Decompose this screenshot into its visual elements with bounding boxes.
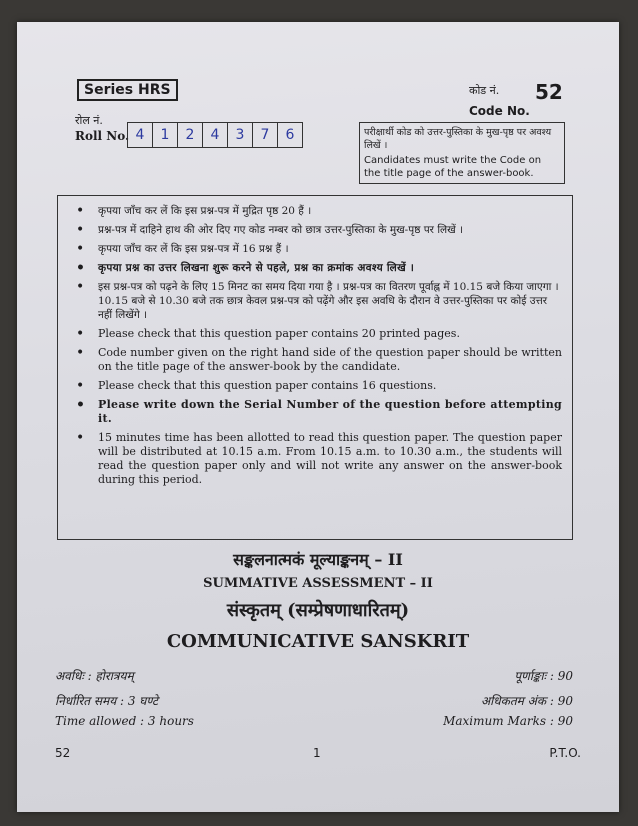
- instructions-list: [72, 204, 562, 487]
- code-label: Code No.: [469, 104, 530, 118]
- code-note-box: [359, 122, 565, 184]
- duration-hindi: अवधिः : होरात्रयम्: [55, 669, 134, 683]
- roll-digit: 4: [128, 123, 153, 147]
- instruction-hindi: • कृपया जाँच कर लें कि इस प्रश्न-पत्र में मुद्रित पृष्ठ 20 हैं ।: [72, 204, 562, 218]
- roll-label: Roll No.: [75, 129, 130, 143]
- instruction-hindi: • प्रश्न-पत्र में दाहिने हाथ की ओर दिए गए कोड नम्बर को छात्र उत्तर-पुस्तिका के मुख-पृष्ठ पर लिखें ।: [72, 223, 562, 237]
- instruction-english: • Please write down the Serial Number of the question before attempting it.: [72, 398, 562, 426]
- page-number: 1: [313, 746, 321, 760]
- code-label-hindi: कोड नं.: [469, 84, 500, 97]
- instruction-english: • Please check that this question paper contains 20 printed pages.: [72, 327, 562, 341]
- roll-digit: 7: [253, 123, 278, 147]
- subject-title-hindi: संस्कृतम् (सम्प्रेषणाधारितम्): [226, 600, 410, 621]
- series-label: Series HRS: [77, 79, 178, 101]
- roll-label-hindi: रोल नं.: [75, 114, 103, 127]
- exam-paper-page: [17, 22, 619, 812]
- time-allowed: Time allowed : 3 hours: [55, 714, 194, 728]
- code-note-english: Candidates must write the Code on the title page of the answer-book.: [364, 155, 542, 179]
- footer-code: 52: [55, 746, 71, 760]
- instruction-english: • Please check that this question paper contains 16 questions.: [72, 379, 562, 393]
- roll-digit: 3: [228, 123, 253, 147]
- assessment-title-hindi: सङ्कलनात्मकं मूल्याङ्कनम् – II: [233, 550, 403, 569]
- pto-label: P.T.O.: [549, 746, 581, 760]
- roll-digit: 2: [178, 123, 203, 147]
- roll-number-boxes: [127, 122, 303, 148]
- code-note-hindi: परीक्षार्थी कोड को उत्तर-पुस्तिका के मुख-पृष्ठ पर अवश्य लिखें ।: [364, 127, 552, 151]
- instructions-box: [57, 195, 573, 540]
- code-number: 52: [535, 80, 563, 104]
- assessment-title: SUMMATIVE ASSESSMENT – II: [203, 576, 433, 591]
- instruction-hindi: • कृपया जाँच कर लें कि इस प्रश्न-पत्र में 16 प्रश्न हैं ।: [72, 242, 562, 256]
- maximum-marks: Maximum Marks : 90: [443, 714, 573, 728]
- instruction-english: • 15 minutes time has been allotted to read this question paper. The question paper will be distributed at 10.15 a.m. From 10.15 a.m. to 10.30 a.m., the students will read the question paper only and will not write any answer on the answer-book during this period.: [72, 431, 562, 487]
- max-marks-hindi: अधिकतम अंक : 90: [480, 694, 573, 708]
- max-marks-sanskrit: पूर्णाङ्काः : 90: [514, 669, 573, 683]
- roll-digit: 4: [203, 123, 228, 147]
- roll-digit: 1: [153, 123, 178, 147]
- time-hindi: निर्धारित समय : 3 घण्टे: [55, 694, 159, 708]
- instruction-hindi: • कृपया प्रश्न का उत्तर लिखना शुरू करने से पहले, प्रश्न का क्रमांक अवश्य लिखें ।: [72, 261, 562, 275]
- instruction-hindi: • इस प्रश्न-पत्र को पढ़ने के लिए 15 मिनट का समय दिया गया है । प्रश्न-पत्र का वितरण पूर्वाह्न में 10.15 बजे किया जाएगा । 10.15 बजे से 10.30 बजे तक छात्र केवल प्रश्न-पत्र को पढ़ेंगे और इस अवधि के दौरान वे उत्तर-पुस्तिका पर कोई उत्तर नहीं लिखेंगे ।: [72, 280, 562, 322]
- instruction-english: • Code number given on the right hand side of the question paper should be written on the title page of the answer-book by the candidate.: [72, 346, 562, 374]
- roll-digit: 6: [285, 127, 295, 143]
- subject-title: COMMUNICATIVE SANSKRIT: [166, 631, 470, 652]
